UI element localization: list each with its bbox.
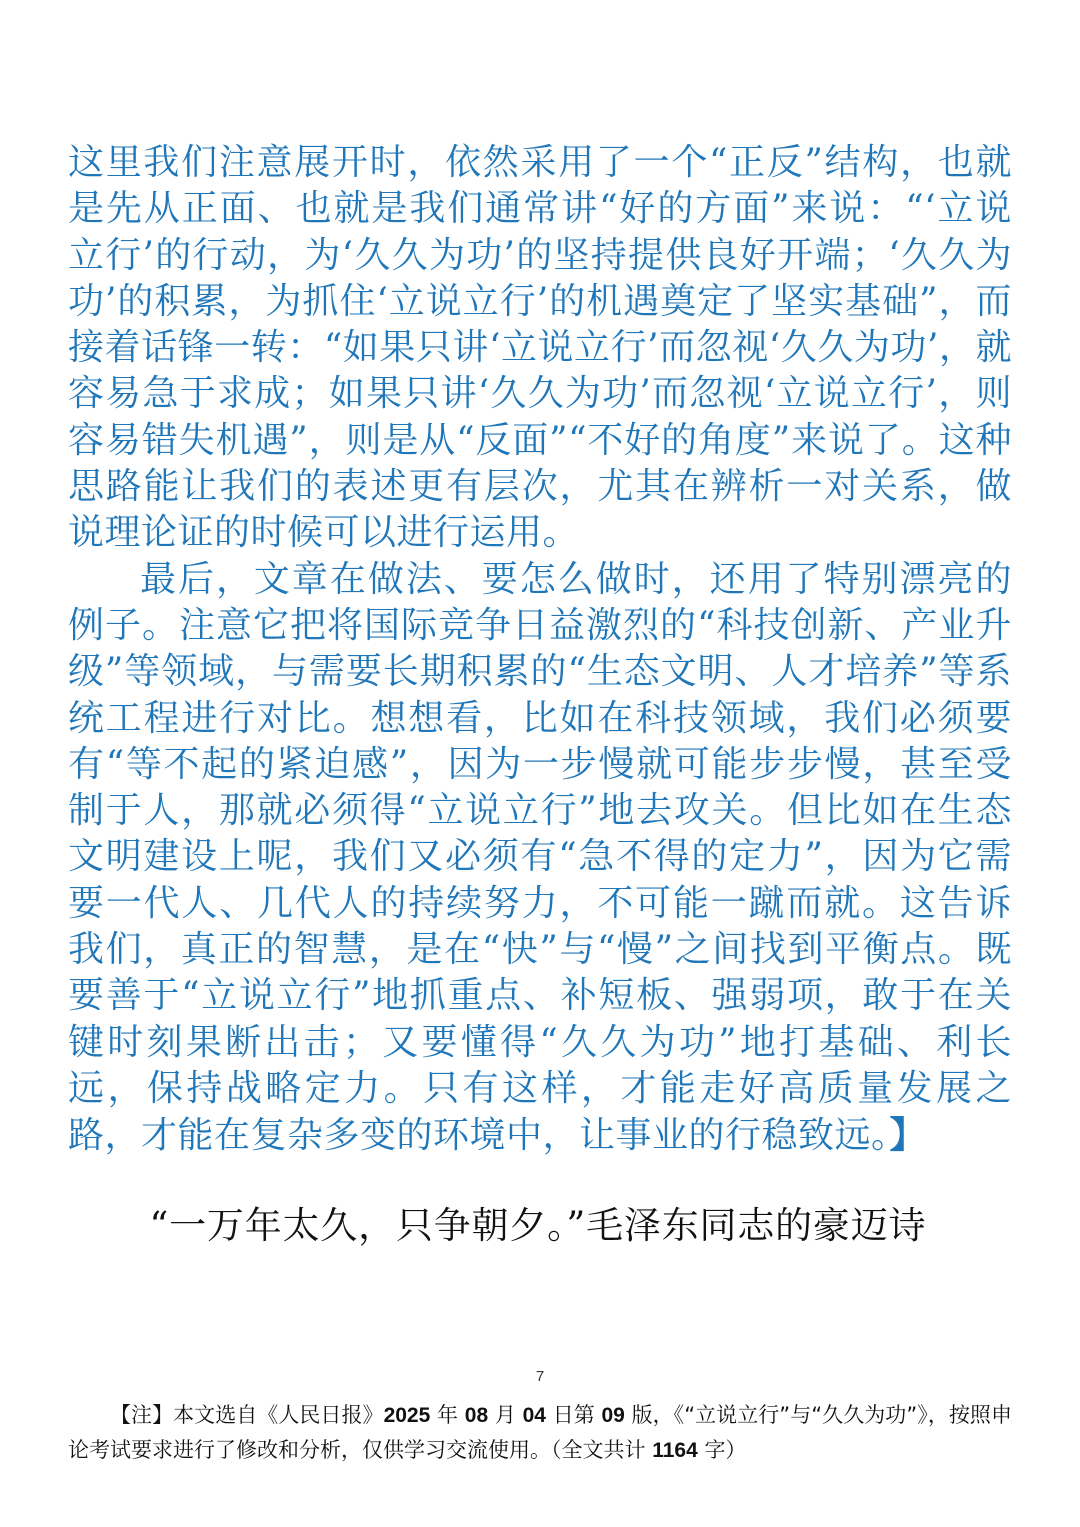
note-middle: 版，《“立说立行”与“久久为功”》，按照申论考试要求进行了修改和分析，仅供学习交流使用。（全文共计 bbox=[68, 1403, 1012, 1462]
analysis-paragraph-text: 这里我们注意展开时，依然采用了一个“正反”结构，也就是先从正面、也就是我们通常讲“好的方面”来说：“‘立说立行’的行动，为‘久久为功’的坚持提供良好开端；‘久久为功’的积累，为抓住‘立说立行’的机遇奠定了坚实基础”，而接着话锋一转：“如果只讲‘立说立行’而忽视‘久久为功’，就容易急于求成；如果只讲‘久久为功’而忽视‘立说立行’，则容易错失机遇”，则是从“反面”“不好的角度”来说了。这种思路能让我们的表述更有层次，尤其在辨析一对关系，做说理论证的时候可以进行运用。 bbox=[68, 142, 1012, 554]
note-month: 08 bbox=[464, 1404, 489, 1427]
analysis-paragraph bbox=[68, 140, 1012, 557]
note-year: 2025 bbox=[383, 1404, 431, 1427]
article-body-line: “一万年太久，只争朝夕。”毛泽东同志的豪迈诗 bbox=[149, 1204, 927, 1247]
note-prefix: 【注】本文选自《人民日报》 bbox=[110, 1403, 384, 1427]
note-year-unit: 年 bbox=[437, 1403, 459, 1427]
closing-bracket: 】 bbox=[889, 1114, 927, 1157]
analysis-paragraph bbox=[68, 557, 1012, 1160]
analysis-block bbox=[68, 140, 1012, 1160]
note-edition: 09 bbox=[601, 1404, 625, 1427]
note-day: 04 bbox=[522, 1404, 546, 1427]
note-word-count: 1164 bbox=[652, 1439, 698, 1462]
page-number: 7 bbox=[535, 1368, 545, 1385]
note-month-unit: 月 bbox=[494, 1403, 516, 1427]
analysis-paragraph-text: 最后，文章在做法、要怎么做时，还用了特别漂亮的例子。注意它把将国际竞争日益激烈的“科技创新、产业升级”等领域，与需要长期积累的“生态文明、人才培养”等系统工程进行对比。想想看，比如在科技领域，我们必须要有“等不起的紧迫感”，因为一步慢就可能步步慢，甚至受制于人，那就必须得“立说立行”地去攻关。但比如在生态文明建设上呢，我们又必须有“急不得的定力”，因为它需要一代人、几代人的持续努力，不可能一蹴而就。这告诉我们，真正的智慧，是在“快”与“慢”之间找到平衡点。既要善于“立说立行”地抓重点、补短板、强弱项，敢于在关键时刻果断出击；又要懂得“久久为功”地打基础、利长远，保持战略定力。只有这样，才能走好高质量发展之路，才能在复杂多变的环境中，让事业的行稳致远。 bbox=[68, 558, 1012, 1157]
note-day-unit: 日第 bbox=[552, 1403, 595, 1427]
source-note bbox=[68, 1398, 1012, 1468]
note-suffix: 字） bbox=[704, 1438, 747, 1462]
